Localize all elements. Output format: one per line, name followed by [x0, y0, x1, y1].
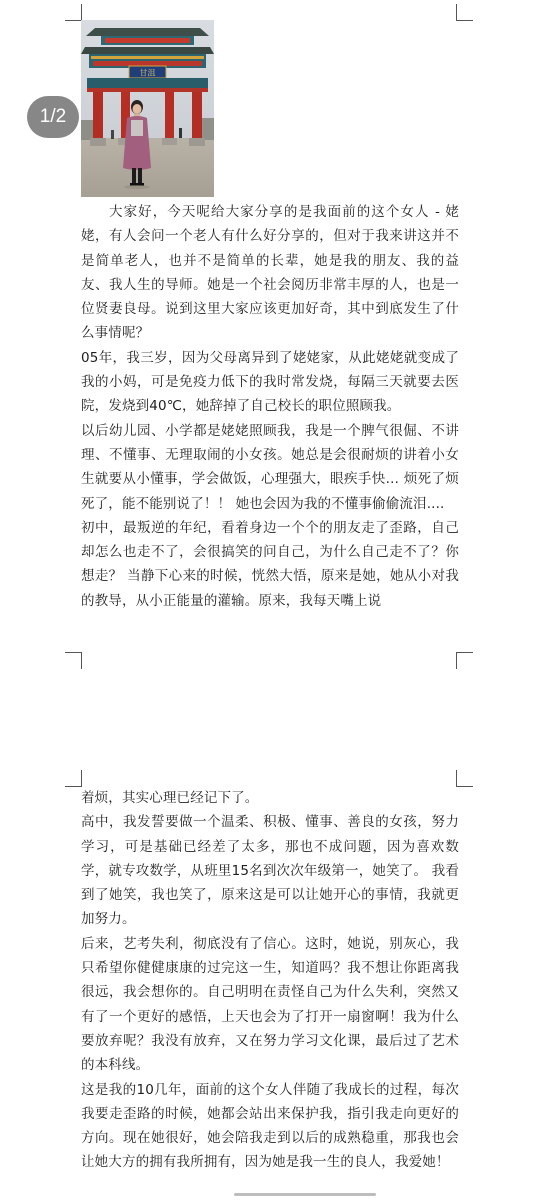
scroll-indicator[interactable] [234, 1193, 376, 1196]
crop-mark-top-left [65, 770, 82, 787]
paragraph: 后来，艺考失利，彻底没有了信心。这时，她说，别灰心，我只希望你健健康康的过完这一生，知道吗？我不想让你距离我很远，我会想你的。自己明明在责怪自己为什么失利，突然又有了一个更好的感悟，上天也会为了打开一扇窗啊！我为什么要放弃呢？我没有放弃，又在努力学习文化课，最后过了艺术的本科线。 [81, 935, 459, 1074]
page-1-body [81, 200, 459, 613]
paragraph: 05年，我三岁，因为父母离异到了姥姥家，从此姥姥就变成了我的小妈，可是免疫力低下的我时常发烧，每隔三天就要去医院，发烧到40℃，她辞掉了自己校长的职位照顾我。 [81, 349, 459, 415]
paragraph: 大家好，今天呢给大家分享的是我面前的这个女人 - 姥姥，有人会问一个老人有什么好分享的，但对于我来讲这并不是简单老人，也并不是简单的长辈，她是我的朋友、我的益友、我人生的导师。她是一个社会阅历非常丰厚的人，也是一位贤妻良母。说到这里大家应该更加好奇，其中到底发生了什么事情呢？ [81, 204, 459, 342]
paragraph: 高中，我发誓要做一个温柔、积极、懂事、善良的女孩，努力学习，可是基础已经差了太多，那也不成问题，因为喜欢数学，就专攻数学，从班里15名到次次年级第一，她笑了。 我看到了她笑，我也笑了，原来这是可以让她开心的事情，我就更加努力。 [81, 814, 459, 928]
page-2-body [81, 786, 459, 1175]
crop-mark-bottom-right [456, 652, 473, 669]
crop-mark-top-right [456, 4, 473, 21]
crop-mark-bottom-left [65, 652, 82, 669]
paragraph: 以后幼儿园、小学都是姥姥照顾我，我是一个脾气很倔、不讲理、不懂事、无理取闹的小女孩。她总是会很耐烦的讲着小女生就要从小懂事，学会做饭，心理强大，眼疾手快… 烦死了烦死了，能不能别说了！！ 她也会因为我的不懂事偷偷流泪.... [81, 422, 459, 512]
paragraph: 初中，最叛逆的年纪，看着身边一个个的朋友走了歪路，自己却怎么也走不了，会很搞笑的问自己，为什么自己走不了？你想走？ 当静下心来的时候，恍然大悟，原来是她，她从小对我的教导，从小正能量的灌输。原来，我每天嘴上说 [81, 519, 459, 609]
photo-woman-at-gate [81, 20, 214, 197]
page-indicator[interactable]: 1/2 [27, 96, 79, 138]
crop-mark-top-right [456, 770, 473, 787]
crop-mark-top-left [65, 4, 82, 21]
paragraph: 这是我的10几年，面前的这个女人伴随了我成长的过程，每次我要走歪路的时候，她都会站出来保护我，指引我走向更好的方向。现在她很好，她会陪我走到以后的成熟稳重，那我也会让她大方的拥有我所拥有，因为她是我一生的良人，我爱她！ [81, 1081, 459, 1171]
paragraph: 着烦，其实心理已经记下了。 [81, 790, 259, 806]
gate-sign-text: 甘沮 [139, 68, 156, 78]
